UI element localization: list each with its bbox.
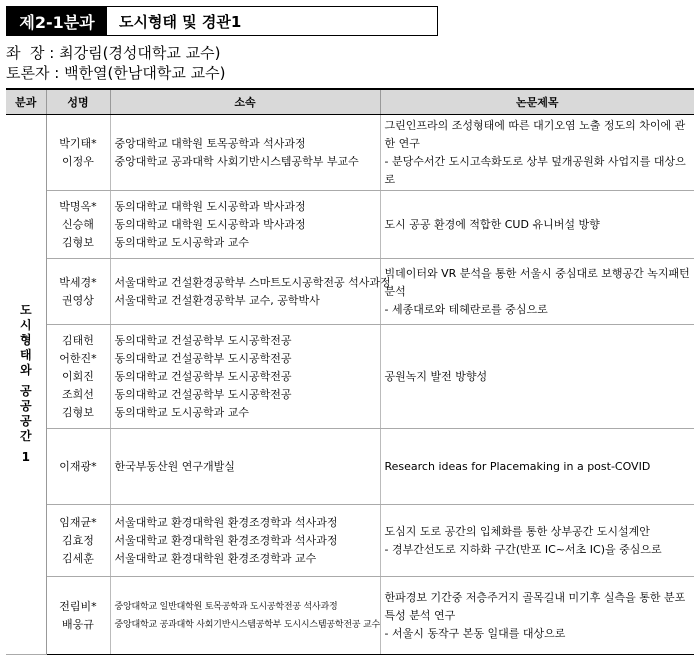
discussant-line — [6, 64, 225, 83]
table-row — [6, 429, 694, 505]
table-row — [6, 505, 694, 577]
affiliation-cell: 한국부동산원 연구개발실 — [110, 429, 380, 505]
paper-title-cell: 공원녹지 발전 방향성 — [380, 325, 694, 429]
header-division: 분과 — [6, 89, 46, 115]
paper-title-cell: 빅데이터와 VR 분석을 통한 서울시 중심대로 보행공간 녹지패턴 분석 - 세종대로와 테헤란로를 중심으로 — [380, 259, 694, 325]
affiliation-cell: 중앙대학교 대학원 토목공학과 석사과정 중앙대학교 공과대학 사회기반시스템공학부 부교수 — [110, 115, 380, 191]
affiliation-cell: 동의대학교 건설공학부 도시공학전공 동의대학교 건설공학부 도시공학전공 동의대학교 건설공학부 도시공학전공 동의대학교 건설공학부 도시공학전공 동의대학교 도시공학과 교수 — [110, 325, 380, 429]
table-row — [6, 325, 694, 429]
paper-title-cell: Research ideas for Placemaking in a post-COVID — [380, 429, 694, 505]
table-row — [6, 577, 694, 655]
header-title: 논문제목 — [380, 89, 694, 115]
discussant-label: 토론자 — [6, 64, 50, 82]
division-cell — [6, 115, 46, 655]
presentation-table — [6, 88, 694, 655]
affiliation-cell: 동의대학교 대학원 도시공학과 박사과정 동의대학교 대학원 도시공학과 박사과정 동의대학교 도시공학과 교수 — [110, 191, 380, 259]
name-cell: 박명옥* 신승해 김형보 — [46, 191, 110, 259]
discussant-value: 백한열(한남대학교 교수) — [64, 64, 226, 82]
paper-title-cell: 도시 공공 환경에 적합한 CUD 유니버설 방향 — [380, 191, 694, 259]
table-header-row — [6, 89, 694, 115]
paper-title-cell: 한파경보 기간중 저층주거지 골목길내 미기후 실측을 통한 분포 특성 분석 연구 - 서울시 동작구 본동 일대를 대상으로 — [380, 577, 694, 655]
chair-separator: : — [44, 44, 60, 62]
name-cell: 이재광* — [46, 429, 110, 505]
session-code: 제2-1분과 — [7, 7, 107, 35]
chair-line — [6, 44, 221, 63]
name-cell: 임재균* 김효정 김세훈 — [46, 505, 110, 577]
affiliation-cell: 중앙대학교 일반대학원 토목공학과 도시공학전공 석사과정 중앙대학교 공과대학 사회기반시스템공학부 도시시스템공학전공 교수 — [110, 577, 380, 655]
name-cell: 전림비* 배웅규 — [46, 577, 110, 655]
paper-title-cell: 도심지 도로 공간의 입체화를 통한 상부공간 도시설계안 - 경부간선도로 지하화 구간(반포 IC~서초 IC)을 중심으로 — [380, 505, 694, 577]
division-label: 도 시 형 태 와 공 공 공 간 1 — [19, 302, 32, 464]
chair-value: 최강림(경성대학교 교수) — [59, 44, 221, 62]
header-affiliation: 소속 — [110, 89, 380, 115]
session-header — [6, 6, 438, 36]
name-cell: 박세경* 권영상 — [46, 259, 110, 325]
paper-title-cell: 그린인프라의 조성형태에 따른 대기오염 노출 정도의 차이에 관한 연구 - 분당수서간 도시고속화도로 상부 덮개공원화 사업지를 대상으로 — [380, 115, 694, 191]
chair-label: 좌 장 — [6, 44, 45, 62]
discussant-separator: : — [49, 64, 65, 82]
table-row — [6, 115, 694, 191]
affiliation-cell: 서울대학교 건설환경공학부 스마트도시공학전공 석사과정 서울대학교 건설환경공학부 교수, 공학박사 — [110, 259, 380, 325]
affiliation-cell: 서울대학교 환경대학원 환경조경학과 석사과정 서울대학교 환경대학원 환경조경학과 석사과정 서울대학교 환경대학원 환경조경학과 교수 — [110, 505, 380, 577]
header-name: 성명 — [46, 89, 110, 115]
table-row — [6, 259, 694, 325]
name-cell: 김태헌 어한진* 이회진 조희선 김형보 — [46, 325, 110, 429]
session-title: 도시형태 및 경관1 — [107, 7, 437, 35]
table-row — [6, 191, 694, 259]
name-cell: 박기태* 이정우 — [46, 115, 110, 191]
